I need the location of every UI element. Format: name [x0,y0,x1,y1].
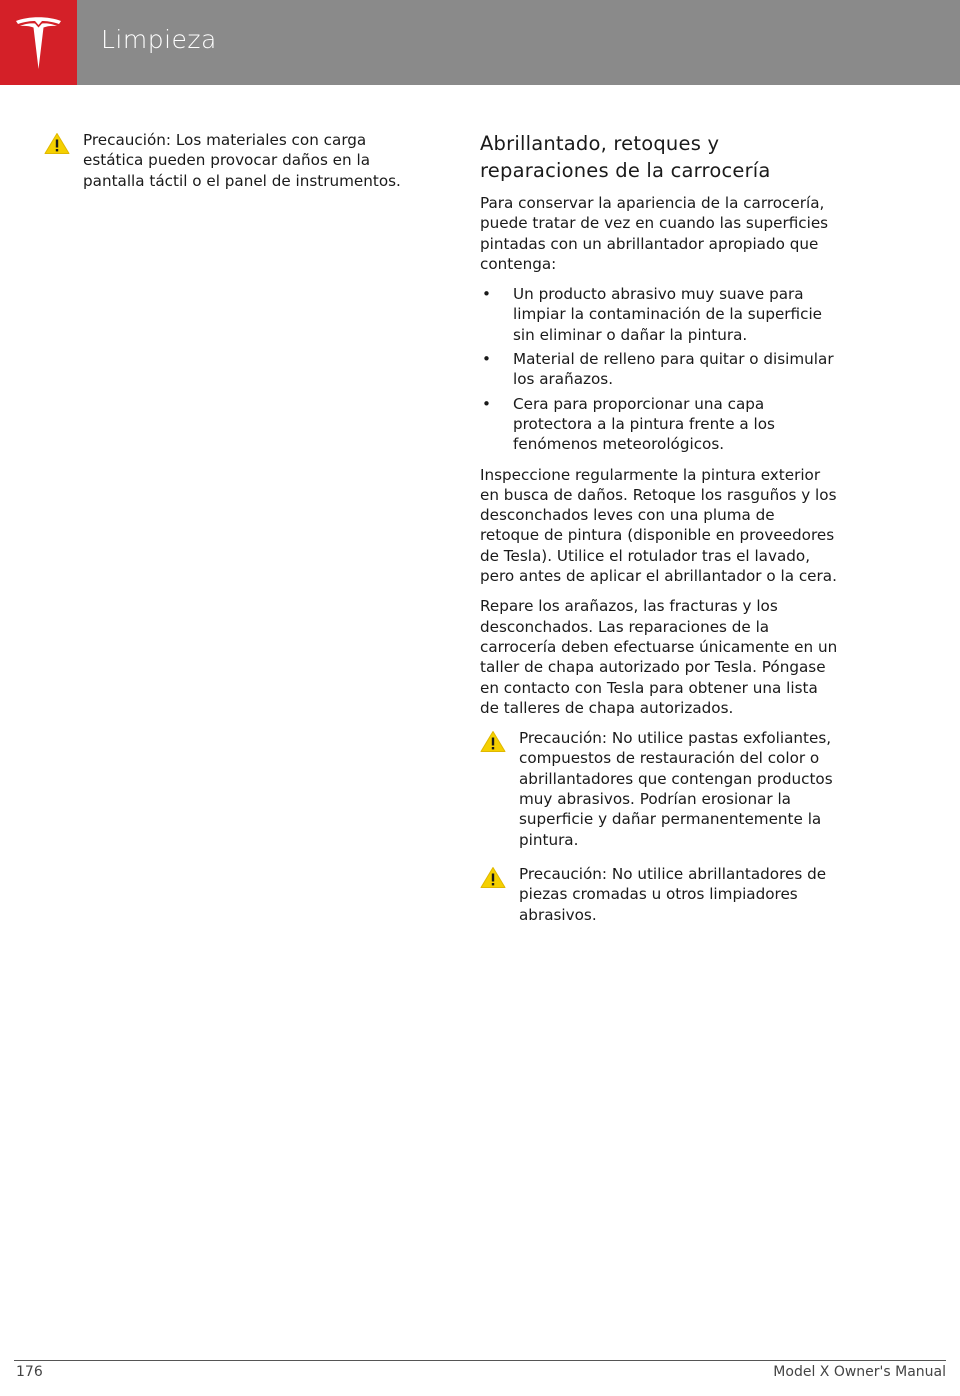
list-item [480,284,880,345]
text-line: Precaución: Los materiales con carga [83,131,367,149]
text-line: superficie y dañar permanentemente la [519,810,822,829]
text-line: abrasivos. [519,905,597,924]
heading-line: reparaciones de la carrocería [480,159,771,182]
bullet-list [480,284,880,454]
text-line: puede tratar de vez en cuando las superficies [480,214,829,233]
heading-line: Abrillantado, retoques y [480,132,720,155]
text-line: pantalla táctil o el panel de instrumentos. [83,171,401,190]
warning-abrasive-compounds [480,728,880,850]
text-line: en busca de daños. Retoque los rasguños y los [480,485,837,504]
text-line: Cera para proporcionar una capa [513,394,765,413]
text-line: contenga: [480,254,557,273]
warning-chrome-polish [480,864,880,925]
text-line: de talleres de chapa autorizados. [480,698,734,717]
repair-paragraph [480,596,880,718]
text-line: en contacto con Tesla para obtener una lista [480,678,818,697]
left-column [44,130,444,205]
text-line: piezas cromadas u otros limpiadores [519,885,798,904]
warning-triangle-icon [44,132,70,155]
section-heading [480,130,880,184]
page-header [0,0,960,85]
text-line: fenómenos meteorológicos. [513,435,725,454]
text-line: abrillantadores que contengan productos [519,769,833,788]
warning-text [519,728,880,850]
text-line: Material de relleno para quitar o disimular [513,350,834,369]
text-line: desconchados leves con una pluma de [480,506,775,525]
text-line: Precaución: No utilice abrillantadores de [519,864,827,883]
text-line: protectora a la pintura frente a los [513,414,775,433]
text-line: muy abrasivos. Podrían erosionar la [519,790,791,809]
text-line: Para conservar la apariencia de la carrocería, [480,194,825,212]
text-line: de Tesla). Utilice el rotulador tras el lavado, [480,546,811,565]
text-line: Inspeccione regularmente la pintura exterior [480,465,821,484]
text-line: limpiar la contaminación de la superficie [513,305,823,324]
warning-static-materials [44,130,444,191]
text-line: Precaución: No utilice pastas exfoliantes, [519,729,832,748]
intro-paragraph [480,193,880,274]
footer-divider [14,1360,946,1361]
text-line: pero antes de aplicar el abrillantador o la cera. [480,567,837,586]
warning-text [83,130,444,191]
text-line: pintadas con un abrillantador apropiado que [480,234,819,253]
bullet-icon: • [482,350,491,369]
page-number: 176 [16,1364,43,1380]
text-line: los arañazos. [513,370,614,389]
list-item [480,394,880,455]
section-title: Limpieza [101,25,217,54]
text-line: retoque de pintura (disponible en proveedores [480,526,835,545]
warning-text [519,864,880,925]
manual-name: Model X Owner's Manual [773,1364,946,1380]
inspection-paragraph [480,465,880,587]
text-line: desconchados. Las reparaciones de la [480,617,770,636]
text-line: Un producto abrasivo muy suave para [513,285,804,304]
bullet-icon: • [482,285,491,304]
bullet-icon: • [482,394,491,413]
brand-logo-box [0,0,77,85]
right-column [480,130,880,939]
text-line: carrocería deben efectuarse únicamente en un [480,637,838,656]
text-line: pintura. [519,830,579,849]
text-line: estática pueden provocar daños en la [83,151,371,170]
text-line: sin eliminar o dañar la pintura. [513,325,748,344]
warning-triangle-icon [480,730,506,753]
list-item [480,349,880,390]
text-line: Repare los arañazos, las fracturas y los [480,597,778,616]
text-line: taller de chapa autorizado por Tesla. Póngase [480,658,826,677]
text-line: compuestos de restauración del color o [519,749,820,768]
tesla-logo-icon [14,15,63,71]
warning-triangle-icon [480,866,506,889]
